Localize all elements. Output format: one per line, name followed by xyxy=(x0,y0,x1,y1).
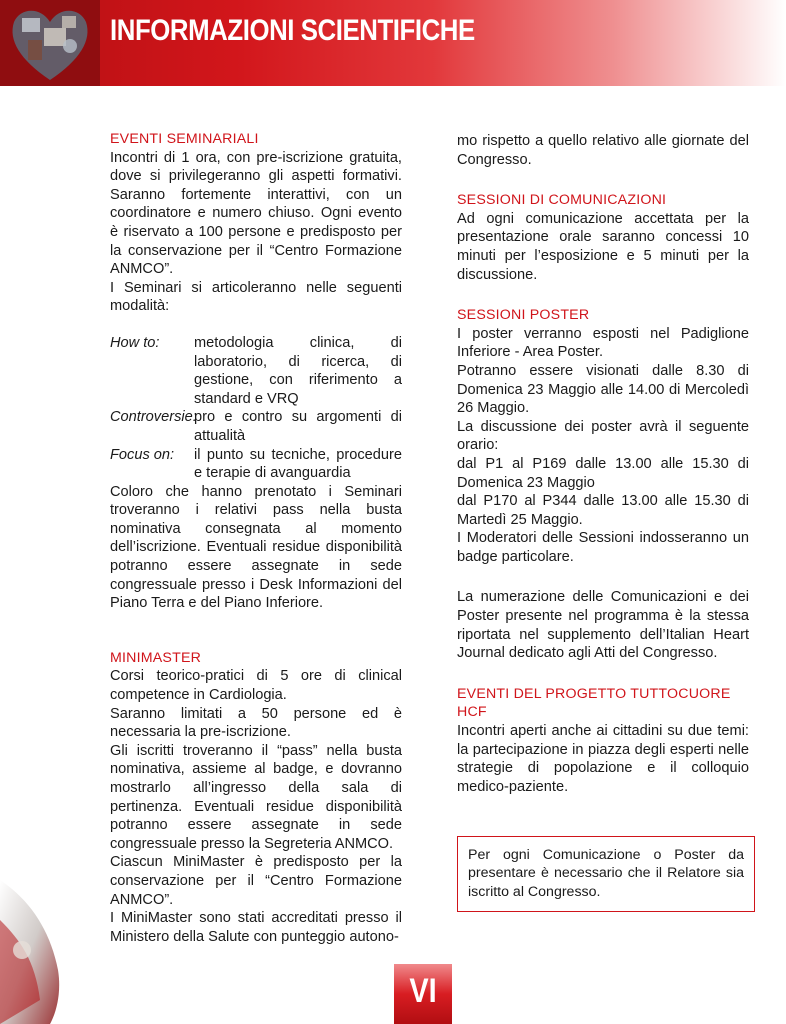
minimaster-heading: MINIMASTER xyxy=(110,649,202,666)
minimaster-paragraph: Ciascun MiniMaster è predisposto per la conservazione per il “Centro Formazione ANMCO”. xyxy=(110,854,402,908)
poster-paragraph: dal P1 al P169 dalle 13.00 alle 15.30 di Domenica 23 Maggio xyxy=(457,455,749,491)
eventi-modalita-paragraph: I Seminari si articoleranno nelle seguenti modalità: xyxy=(110,279,402,315)
minimaster-paragraph: Corsi teorico-pratici di 5 ore di clinical competence in Cardiologia. xyxy=(110,668,402,704)
sessioni-poster-heading: SESSIONI POSTER xyxy=(457,307,590,324)
hcf-heading: EVENTI DEL PROGETTO TUTTOCUORE HCF xyxy=(457,685,731,721)
page-number-box xyxy=(394,964,452,1024)
modalita-item xyxy=(110,408,402,445)
modalita-desc: pro e contro su argomenti di attualità xyxy=(194,409,402,444)
comunicazioni-paragraph: Ad ogni comunicazione accettata per la presentazione orale saranno concessi 10 minuti per l’esposizione e 5 minuti per la discussione. xyxy=(457,210,749,283)
modalita-desc: metodologia clinica, di laboratorio, di ricerca, di gestione, con riferimento a standard e VRQ xyxy=(194,334,402,407)
numerazione-paragraph: La numerazione delle Comunicazioni e dei Poster presente nel programma è la stessa riportata nel supplemento dell’Italian Heart Journal dedicato agli Atti del Congresso. xyxy=(457,589,749,662)
modalita-desc: il punto su tecniche, procedure e terapie di avanguardia xyxy=(194,446,402,482)
eventi-closing-paragraph: Coloro che hanno prenotato i Seminari troveranno i relativi pass nella busta nominativa consegnata al momento dell’iscrizione. Eventuali residue disponibilità potranno essere assegnate in sede congressuale presso i Desk Informazioni del Piano Terra e del Piano Inferiore. xyxy=(110,483,402,612)
sessioni-comunicazioni-heading: SESSIONI DI COMUNICAZIONI xyxy=(457,192,667,209)
poster-paragraph: I poster verranno esposti nel Padiglione Inferiore - Area Poster. xyxy=(457,325,749,361)
modalita-term: How to: xyxy=(110,334,160,351)
hcf-paragraph: Incontri aperti anche ai cittadini su due temi: la partecipazione in piazza degli esperti nelle strategie di popolazione e il colloquio medico-paziente. xyxy=(457,723,749,795)
poster-paragraph: La discussione dei poster avrà il seguente orario: xyxy=(457,418,749,454)
minimaster-paragraph: Saranno limitati a 50 persone ed è necessaria la pre-iscrizione. xyxy=(110,705,402,741)
eventi-intro-paragraph: Incontri di 1 ora, con pre-iscrizione gratuita, dove si privilegeranno gli aspetti formativi. Saranno fortemente interattivi, con un coordinatore e numero chiuso. Ogni evento è riservato a 100 persone e predisposto per la conservazione per il “Centro Formazione ANMCO”. xyxy=(110,149,402,278)
modalita-term: Focus on: xyxy=(110,446,175,463)
poster-paragraph: Potranno essere visionati dalle 8.30 di Domenica 23 Maggio alle 14.00 di Mercoledì 26 Maggio. xyxy=(457,362,749,417)
modalita-term: Controversie: xyxy=(110,409,197,426)
side-decoration-image xyxy=(0,880,62,1024)
page-header xyxy=(0,0,786,86)
left-column xyxy=(110,130,402,946)
minimaster-paragraph: Gli iscritti troveranno il “pass” nella busta nominativa, assieme al badge, e dovranno mostrarlo all’ingresso della sala di pertinenza. Eventuali residue disponibilità potranno essere assegnate in sede congressuale presso la Segreteria ANMCO. xyxy=(110,742,402,852)
modalita-item xyxy=(110,334,402,408)
minimaster-paragraph: I MiniMaster sono stati accreditati presso il Ministero della Salute con punteggio autono- xyxy=(110,910,402,945)
page-number: VI xyxy=(409,972,437,1010)
page-title: INFORMAZIONI SCIENTIFICHE xyxy=(110,14,475,47)
heart-collage-image xyxy=(0,0,100,86)
modalita-item xyxy=(110,446,402,483)
poster-paragraph: I Moderatori delle Sessioni indosseranno un badge particolare. xyxy=(457,530,749,565)
poster-paragraph: dal P170 al P344 dalle 13.00 alle 15.30 di Martedì 25 Maggio. xyxy=(457,493,749,528)
continuation-paragraph: mo rispetto a quello relativo alle giornate del Congresso. xyxy=(457,133,749,168)
eventi-seminariali-heading: EVENTI SEMINARIALI xyxy=(110,131,259,147)
right-column xyxy=(457,132,749,796)
relatore-note-box: Per ogni Comunicazione o Poster da presentare è necessario che il Relatore sia iscritto al Congresso. xyxy=(457,836,755,912)
